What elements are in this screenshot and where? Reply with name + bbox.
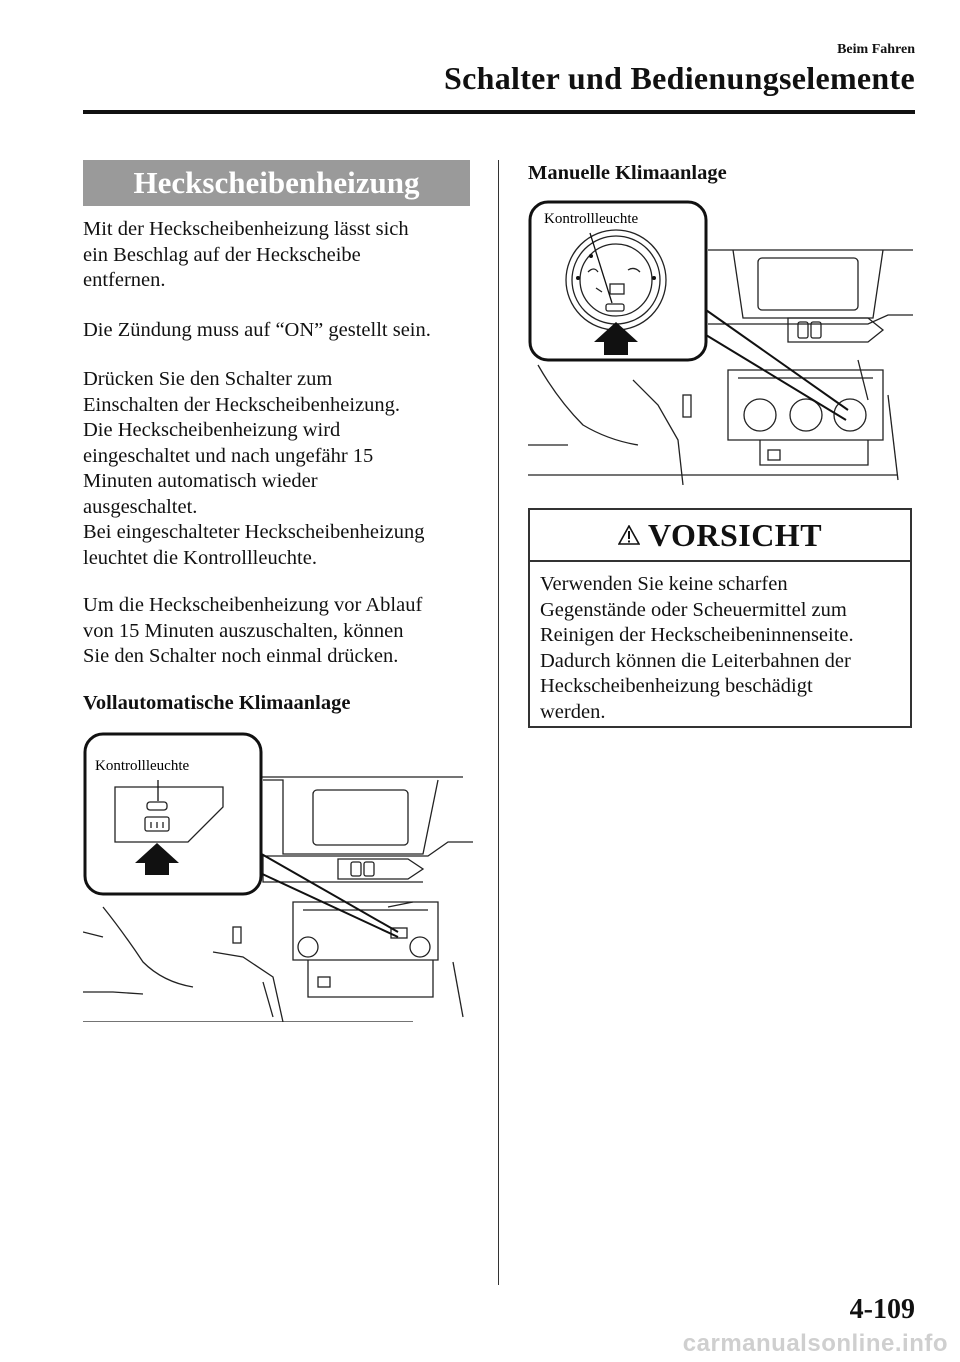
text-line: Minuten automatisch wieder: [83, 470, 318, 492]
warning-box: [528, 508, 912, 728]
subheading-auto: Vollautomatische Klimaanlage: [83, 692, 351, 714]
warning-triangle-icon: [618, 525, 640, 545]
warning-text: [530, 562, 910, 725]
header-rule: [83, 110, 915, 114]
text-line: Drücken Sie den Schalter zum: [83, 368, 333, 390]
text-line: entfernen.: [83, 269, 166, 291]
text-line: von 15 Minuten auszuschalten, können: [83, 619, 404, 642]
column-divider: [498, 160, 499, 1285]
illustration-manual-climate: [528, 200, 913, 485]
callout-label-manual: Kontrollleuchte: [544, 211, 639, 227]
text-line: Einschalten der Heckscheibenheizung.: [83, 393, 401, 416]
section-label: Beim Fahren: [837, 42, 915, 57]
paragraph-operation: [83, 367, 478, 571]
section-title: Heckscheibenheizung: [83, 160, 470, 206]
text-line: leuchtet die Kontrollleuchte.: [83, 546, 317, 569]
text-line: eingeschaltet und nach ungefähr 15: [83, 444, 374, 467]
text-line: Reinigen der Heckscheibeninnenseite.: [540, 624, 854, 646]
text-line: Bei eingeschalteter Heckscheibenheizung: [83, 521, 425, 543]
text-line: Verwenden Sie keine scharfen: [540, 573, 788, 595]
text-line: ausgeschaltet.: [83, 495, 198, 518]
paragraph-intro: [83, 217, 478, 294]
text-line: Die Heckscheibenheizung wird: [83, 419, 341, 441]
text-line: ein Beschlag auf der Heckscheibe: [83, 243, 361, 266]
illustration-auto-climate: [83, 732, 473, 1022]
text-line: Heckscheibenheizung beschädigt: [540, 675, 813, 697]
text-line: Die Zündung muss auf “ON” gestellt sein.: [83, 319, 431, 341]
page-number: 4-109: [849, 1294, 915, 1325]
text-line: Gegenstände oder Scheuermittel zum: [540, 598, 847, 621]
text-line: Mit der Heckscheibenheizung lässt sich: [83, 218, 409, 240]
callout-label-auto: Kontrollleuchte: [95, 758, 190, 774]
text-line: werden.: [540, 700, 606, 723]
subheading-manual: Manuelle Klimaanlage: [528, 162, 727, 184]
chapter-title: Schalter und Bedienungselemente: [444, 60, 915, 96]
warning-title: VORSICHT: [647, 516, 823, 553]
warning-header: [530, 510, 910, 562]
watermark: carmanualsonline.info: [682, 1330, 948, 1357]
paragraph-switch-off: [83, 593, 478, 670]
text-line: Sie den Schalter noch einmal drücken.: [83, 645, 399, 667]
paragraph-ignition: [83, 318, 478, 344]
text-line: Dadurch können die Leiterbahnen der: [540, 649, 851, 672]
text-line: Um die Heckscheibenheizung vor Ablauf: [83, 594, 423, 616]
